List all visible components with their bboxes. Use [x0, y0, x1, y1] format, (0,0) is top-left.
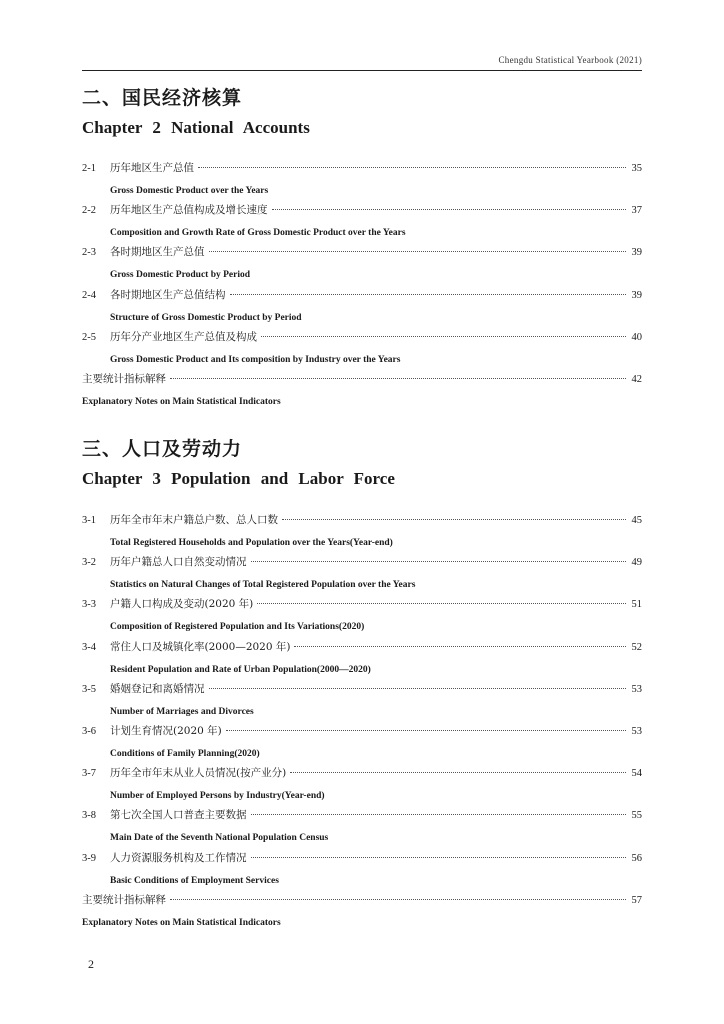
- toc-entry[interactable]: [82, 244, 642, 286]
- table-number: 3-2: [82, 557, 96, 569]
- table-title-en[interactable]: Gross Domestic Product and Its composition by Industry over the Years: [110, 354, 401, 365]
- dot-leader: [209, 688, 627, 689]
- toc-entry-row: [82, 202, 642, 223]
- table-title-en[interactable]: Number of Employed Persons by Industry(Year-end): [110, 791, 325, 802]
- table-title-cn[interactable]: 计划生育情况(2020 年): [110, 724, 222, 737]
- table-title-en[interactable]: Number of Marriages and Divorces: [110, 706, 254, 717]
- table-number: 3-6: [82, 725, 96, 737]
- chapter-3-title-en: Chapter 3 Population and Labor Force: [82, 469, 395, 488]
- page-ref: 53: [631, 683, 642, 695]
- table-title-cn[interactable]: 各时期地区生产总值结构: [110, 288, 226, 301]
- table-title-en[interactable]: Basic Conditions of Employment Services: [110, 875, 279, 886]
- toc-notes-entry[interactable]: [82, 892, 642, 934]
- chapter-3-toc: [82, 512, 642, 934]
- page-ref: 35: [631, 163, 642, 174]
- table-title-cn[interactable]: 历年户籍总人口自然变动情况: [110, 556, 247, 569]
- running-head: Chengdu Statistical Yearbook (2021): [498, 55, 642, 65]
- toc-entry-row: [82, 850, 642, 871]
- toc-entry[interactable]: [82, 329, 642, 371]
- table-number: 3-9: [82, 852, 96, 864]
- dot-leader: [257, 603, 626, 604]
- toc-entry-row: [82, 329, 642, 350]
- toc-notes-row: [82, 371, 642, 392]
- dot-leader: [251, 561, 627, 562]
- toc-entry-row: [82, 554, 642, 575]
- table-number: 3-5: [82, 683, 96, 695]
- page-ref: 49: [631, 557, 642, 569]
- toc-entry[interactable]: [82, 850, 642, 892]
- table-title-en[interactable]: Gross Domestic Product by Period: [110, 270, 251, 281]
- page-number: 2: [88, 957, 94, 971]
- notes-title-en[interactable]: Explanatory Notes on Main Statistical Indicators: [82, 396, 281, 407]
- table-number: 2-3: [82, 247, 96, 259]
- page-ref: 39: [631, 289, 642, 301]
- page-ref: 52: [631, 641, 642, 653]
- dot-leader: [198, 167, 626, 168]
- toc-entry[interactable]: [82, 287, 642, 329]
- table-number: 3-8: [82, 810, 96, 822]
- toc-entry[interactable]: [82, 596, 642, 638]
- toc-entry-row: [82, 596, 642, 617]
- toc-entry-row: [82, 681, 642, 702]
- toc-entry[interactable]: [82, 723, 642, 765]
- chapter-2-title-cn: 二、国民经济核算: [82, 87, 243, 109]
- chapter-2-heading: [82, 85, 642, 140]
- table-title-en[interactable]: Structure of Gross Domestic Product by Period: [110, 312, 302, 323]
- table-title-en[interactable]: Resident Population and Rate of Urban Population(2000—2020): [110, 664, 371, 675]
- dot-leader: [170, 899, 626, 900]
- notes-title-cn[interactable]: 主要统计指标解释: [82, 372, 166, 385]
- table-number: 2-1: [82, 163, 96, 174]
- dot-leader: [294, 646, 626, 647]
- table-title-en[interactable]: Total Registered Households and Population over the Years(Year-end): [110, 538, 393, 548]
- chapter-2-toc: [82, 160, 642, 413]
- table-number: 3-4: [82, 641, 96, 653]
- dot-leader: [251, 857, 627, 858]
- table-title-en[interactable]: Gross Domestic Product over the Years: [110, 186, 269, 196]
- table-title-cn[interactable]: 人力资源服务机构及工作情况: [110, 851, 247, 864]
- toc-entry-row: [82, 244, 642, 265]
- table-title-cn[interactable]: 历年分产业地区生产总值及构成: [110, 330, 257, 343]
- table-title-cn[interactable]: 历年地区生产总值: [110, 162, 194, 174]
- page-ref: 39: [631, 247, 642, 259]
- table-number: 2-4: [82, 289, 96, 301]
- toc-entry-row: [82, 639, 642, 660]
- notes-title-en[interactable]: Explanatory Notes on Main Statistical Indicators: [82, 917, 281, 928]
- toc-entry[interactable]: [82, 160, 642, 202]
- table-title-cn[interactable]: 历年全市年末从业人员情况(按产业分): [110, 767, 287, 780]
- toc-entry[interactable]: [82, 512, 642, 554]
- toc-notes-entry[interactable]: [82, 371, 642, 413]
- chapter-3-title-cn: 三、人口及劳动力: [82, 438, 243, 460]
- page-ref: 42: [631, 373, 642, 385]
- table-number: 3-7: [82, 768, 96, 780]
- page-ref: 54: [631, 768, 642, 780]
- notes-title-cn[interactable]: 主要统计指标解释: [82, 893, 166, 906]
- table-title-cn[interactable]: 历年地区生产总值构成及增长速度: [110, 204, 268, 217]
- dot-leader: [230, 294, 627, 295]
- toc-notes-row: [82, 892, 642, 913]
- page-ref: 55: [631, 810, 642, 822]
- dot-leader: [209, 251, 627, 252]
- dot-leader: [272, 209, 627, 210]
- page-ref: 56: [631, 852, 642, 864]
- page-ref: 53: [631, 725, 642, 737]
- table-number: 2-5: [82, 331, 96, 343]
- toc-entry-row: [82, 765, 642, 786]
- table-title-cn[interactable]: 各时期地区生产总值: [110, 246, 205, 259]
- dot-leader: [170, 378, 626, 379]
- page-ref: 45: [631, 515, 642, 526]
- page-ref: 51: [631, 599, 642, 611]
- dot-leader: [290, 772, 626, 773]
- dot-leader: [251, 814, 627, 815]
- table-title-cn[interactable]: 第七次全国人口普查主要数据: [110, 809, 247, 822]
- table-title-en[interactable]: Main Date of the Seventh National Population Census: [110, 833, 329, 844]
- dot-leader: [261, 336, 626, 337]
- table-number: 3-3: [82, 599, 96, 611]
- toc-entry[interactable]: [82, 807, 642, 849]
- chapter-3-heading: [82, 436, 642, 491]
- table-title-en[interactable]: Composition and Growth Rate of Gross Domestic Product over the Years: [110, 228, 406, 239]
- toc-entry[interactable]: [82, 681, 642, 723]
- dot-leader: [226, 730, 626, 731]
- table-title-cn[interactable]: 常住人口及城镇化率(2000—2020 年): [110, 640, 291, 653]
- toc-entry[interactable]: [82, 202, 642, 244]
- header-rule: [82, 70, 642, 71]
- toc-entry-row: [82, 160, 642, 181]
- page-ref: 57: [631, 894, 642, 906]
- toc-entry-row: [82, 807, 642, 828]
- toc-entry-row: [82, 287, 642, 308]
- chapter-2-title-en: Chapter 2 National Accounts: [82, 118, 310, 137]
- page-ref: 40: [631, 331, 642, 343]
- table-number: 3-1: [82, 515, 96, 526]
- toc-entry[interactable]: [82, 554, 642, 596]
- toc-entry[interactable]: [82, 765, 642, 807]
- table-title-en[interactable]: Composition of Registered Population and Its Variations(2020): [110, 622, 365, 633]
- toc-entry-row: [82, 512, 642, 533]
- table-number: 2-2: [82, 205, 96, 217]
- table-title-cn[interactable]: 历年全市年末户籍总户数、总人口数: [110, 514, 278, 526]
- table-title-cn[interactable]: 户籍人口构成及变动(2020 年): [110, 598, 254, 611]
- table-title-cn[interactable]: 婚姻登记和离婚情况: [110, 682, 205, 695]
- table-title-en[interactable]: Statistics on Natural Changes of Total Registered Population over the Years: [110, 580, 416, 591]
- table-title-en[interactable]: Conditions of Family Planning(2020): [110, 748, 260, 759]
- toc-entry[interactable]: [82, 639, 642, 681]
- dot-leader: [282, 519, 626, 520]
- toc-entry-row: [82, 723, 642, 744]
- page-ref: 37: [631, 205, 642, 217]
